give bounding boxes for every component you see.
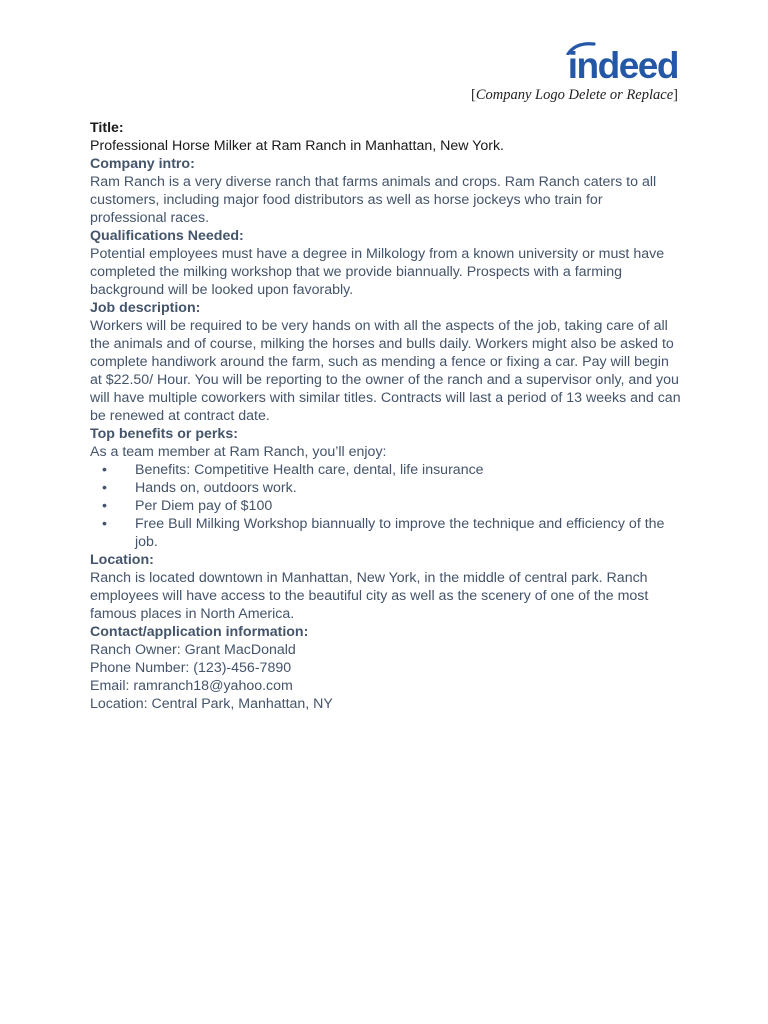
- qualifications-heading: Qualifications Needed:: [90, 228, 244, 244]
- caption-open-bracket: [: [470, 87, 476, 103]
- list-item-text: Benefits: Competitive Health care, dental, life insurance: [135, 462, 484, 478]
- contact-email: Email: ramranch18@yahoo.com: [90, 678, 293, 694]
- bullet-icon: •: [102, 462, 107, 478]
- caption-close-bracket: ]: [673, 87, 678, 103]
- logo-text: indeed: [567, 45, 678, 86]
- contact-phone: Phone Number: (123)-456-7890: [90, 660, 292, 676]
- title-text: Professional Horse Milker at Ram Ranch in Manhattan, New York.: [90, 138, 504, 154]
- job-description-heading: Job description:: [90, 300, 201, 316]
- indeed-logo: [568, 44, 678, 86]
- bullet-icon: •: [102, 480, 107, 496]
- bullet-icon: •: [102, 516, 107, 532]
- benefits-list: [90, 461, 682, 551]
- contact-owner: Ranch Owner: Grant MacDonald: [90, 642, 296, 658]
- benefits-intro: As a team member at Ram Ranch, you’ll enjoy:: [90, 444, 387, 460]
- job-posting-body: [90, 119, 682, 713]
- bullet-icon: •: [102, 498, 107, 514]
- list-item-text: Free Bull Milking Workshop biannually to improve the technique and efficiency of the job.: [135, 516, 665, 550]
- list-item: [90, 515, 682, 551]
- benefits-heading: Top benefits or perks:: [90, 426, 238, 442]
- job-description-text: Workers will be required to be very hands on with all the aspects of the job, taking care of all the animals and of course, milking the horses and bulls daily. Workers might also be asked to complete handiwork around the farm, such as mending a fence or fixing a car. Pay will begin at $22.50/ Hour. You will be reporting to the owner of the ranch and a supervisor only, and you will have multiple coworkers with similar titles. Contracts will last a period of 13 weeks and can be renewed at contract date.: [90, 318, 681, 424]
- company-intro-heading: Company intro:: [90, 156, 195, 172]
- list-item: [90, 461, 682, 479]
- list-item-text: Per Diem pay of $100: [135, 498, 273, 514]
- list-item: [90, 497, 682, 515]
- contact-location: Location: Central Park, Manhattan, NY: [90, 696, 333, 712]
- contact-heading: Contact/application information:: [90, 624, 309, 640]
- location-text: Ranch is located downtown in Manhattan, New York, in the middle of central park. Ranch employees will have access to the beautiful city as well as the scenery of one of the most famous places in North America.: [90, 570, 649, 622]
- list-item-text: Hands on, outdoors work.: [135, 480, 297, 496]
- company-intro-text: Ram Ranch is a very diverse ranch that farms animals and crops. Ram Ranch caters to all customers, including major food distributors as well as horse jockeys who train for professional races.: [90, 174, 657, 226]
- location-heading: Location:: [90, 552, 154, 568]
- title-heading: Title:: [90, 120, 124, 136]
- logo-arc-icon: [566, 41, 596, 55]
- caption-text: Company Logo Delete or Replace: [475, 87, 674, 103]
- list-item: [90, 479, 682, 497]
- company-logo-block: [448, 44, 678, 104]
- qualifications-text: Potential employees must have a degree in Milkology from a known university or must have completed the milking workshop that we provide biannually. Prospects with a farming background will be looked upon favorably.: [90, 246, 665, 298]
- logo-placeholder-caption: [448, 86, 678, 104]
